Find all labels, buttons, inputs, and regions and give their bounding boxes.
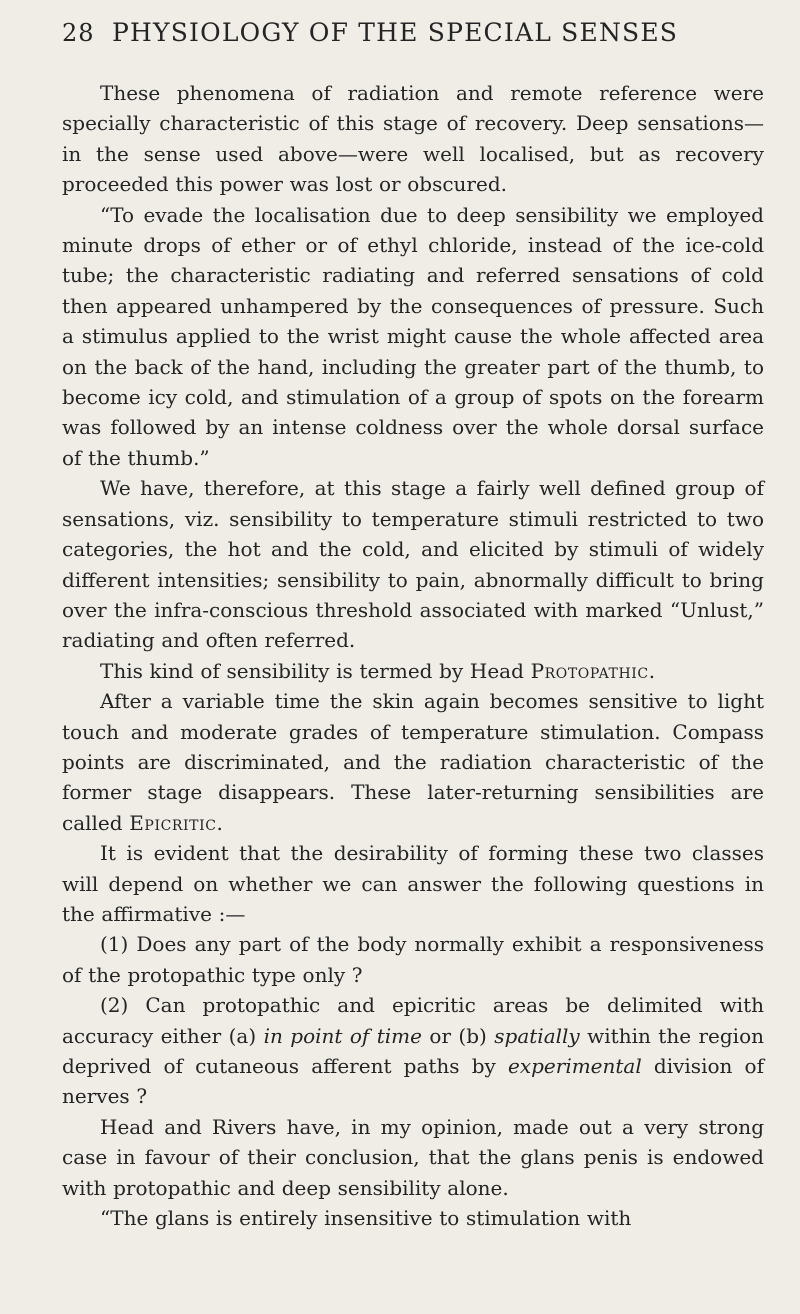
epicritic-definition-end: . (216, 810, 223, 835)
paragraph-questions-intro: It is evident that the desirability of forming these two classes will depend on whether we can answer the following questions in the affirmative :— (62, 841, 764, 926)
question-two-part-e: within the region deprived of cutaneous afferent paths by (62, 1023, 764, 1078)
body-text (62, 78, 764, 1233)
question-two-part-a: (2) Can protopathic and epicritic areas be delimited with accuracy either (a) (62, 993, 764, 1048)
paragraph-radiation-phenomena: These phenomena of radiation and remote reference were specially characteristic of this stage of recovery. Deep sensations—in the sense used above—were well localised, but as recovery proceeded this power was lost or obscured. (62, 81, 764, 197)
protopathic-definition-end: . (648, 658, 656, 683)
paragraph-group-of-sensations: We have, therefore, at this stage a fairly well defined group of sensations, viz. sensibility to temperature stimuli restricted to two categories, the hot and the cold, and elicited by stimuli of widely different intensities; sensibility to pain, abnormally difficult to bring over the infra-conscious threshold associated with marked “Unlust,” radiating and often referred. (62, 476, 764, 653)
epicritic-term: Epicritic (129, 810, 217, 835)
question-two-experimental-emphasis: experimental (508, 1054, 642, 1078)
running-title: PHYSIOLOGY OF THE SPECIAL SENSES (112, 18, 679, 47)
running-head (62, 18, 764, 78)
paragraph-head-rivers: Head and Rivers have, in my opinion, made out a very strong case in favour of their conclusion, that the glans penis is endowed with protopathic and deep sensibility alone. (62, 1114, 764, 1200)
paragraph-protopathic-definition (62, 656, 764, 686)
question-two-part-c: or (b) (421, 1023, 495, 1048)
page-number: 28 (62, 19, 95, 47)
question-two-spatial-emphasis: spatially (494, 1023, 580, 1048)
question-two-part-g: division of nerves ? (62, 1054, 764, 1109)
protopathic-term: Protopathic (530, 658, 649, 683)
paragraph-question-two (62, 990, 764, 1112)
paragraph-glans-quotation: “The glans is entirely insensitive to stimulation with (100, 1206, 632, 1231)
protopathic-definition-text: This kind of sensibility is termed by Head (100, 658, 531, 683)
question-two-time-emphasis: in point of time (263, 1023, 422, 1048)
paragraph-question-one: (1) Does any part of the body normally exhibit a responsiveness of the protopathic type only ? (62, 932, 764, 987)
paragraph-quotation-ether: “To evade the localisation due to deep sensibility we employed minute drops of ether or of ethyl chloride, instead of the ice-cold tube; the characteristic radiating and referred sensations of cold then appeared unhampered by the consequences of pressure. Such a stimulus applied to the wrist might cause the whole affected area on the back of the hand, including the greater part of the thumb, to become icy cold, and stimulation of a group of spots on the forearm was followed by an intense coldness over the whole dorsal surface of the thumb.” (62, 202, 764, 470)
paragraph-epicritic-definition (62, 686, 764, 838)
epicritic-definition-text: After a variable time the skin again becomes sensitive to light touch and moderate grades of temperature stimulation. Compass points are discriminated, and the radiation characteristic of the former stage disappears. These later-returning sensibilities are called (62, 689, 764, 835)
